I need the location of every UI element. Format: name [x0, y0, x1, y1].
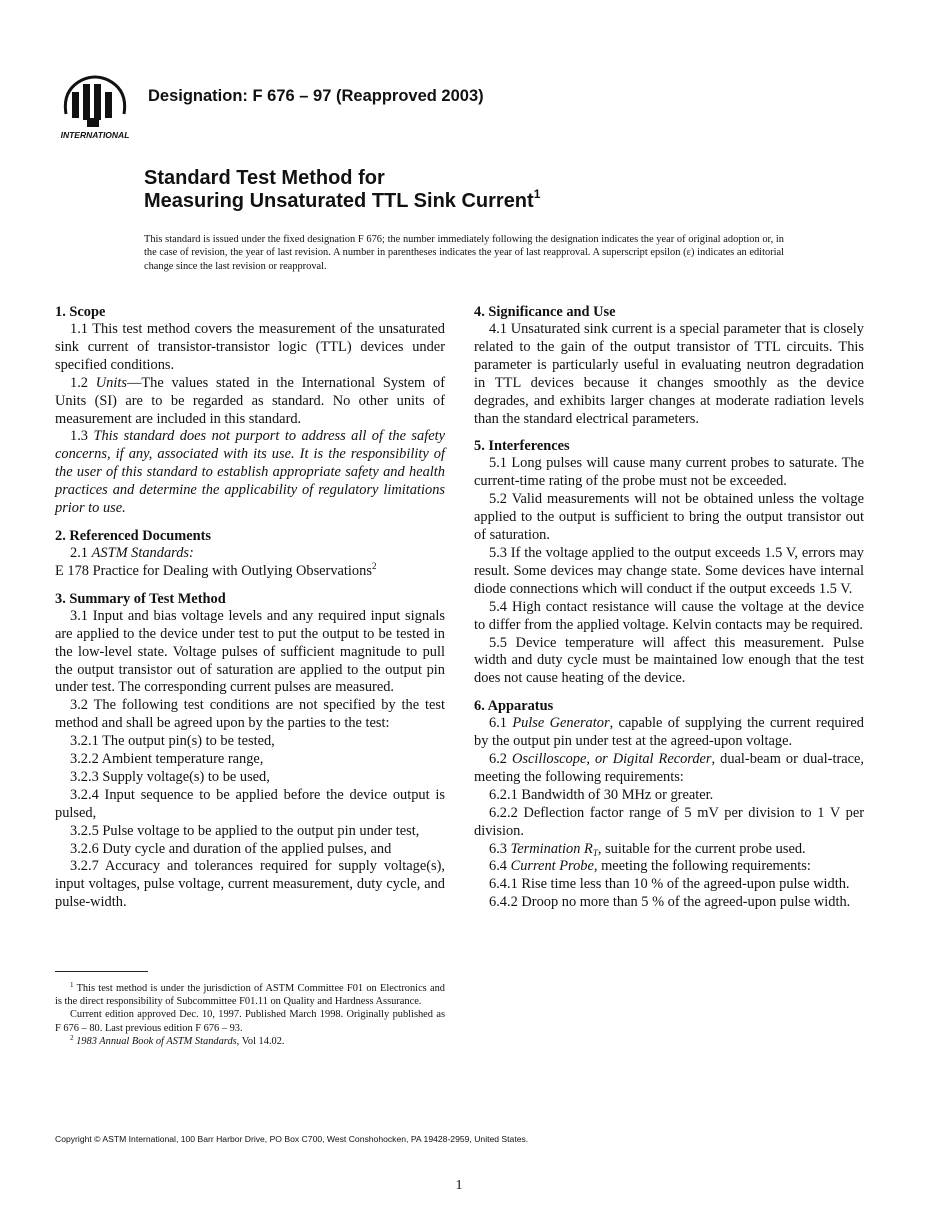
italic-term: Termination R — [510, 840, 593, 857]
section-heading: 6. Apparatus — [474, 698, 554, 715]
paragraph — [55, 428, 445, 518]
paragraph: 5.3 If the voltage applied to the output exceeds 1.5 V, errors may result. Some devices may change state. Some devices have internal diode connections which will conduct if the output exceeds 1.5 V. — [474, 544, 864, 597]
title-line-1: Standard Test Method for — [144, 167, 385, 189]
paragraph: 3.2.4 Input sequence to be applied before the device output is pulsed, — [55, 786, 445, 821]
italic-term: Units — [95, 374, 127, 391]
right-column — [474, 303, 864, 921]
para-number: 2.1 — [70, 544, 92, 561]
paragraph: 3.1 Input and bias voltage levels and any required input signals are applied to the device under test to put the output to be tested in the low-level state. Voltage pulses of sufficient magnitude to pull the output transistor out of saturation are applied to the output pin under test. The corresponding current pulses are measured. — [55, 607, 445, 696]
paragraph: 3.2.5 Pulse voltage to be applied to the output pin under test, — [70, 822, 420, 839]
para-text: , capable of supplying the current required by the output pin under test at the agreed-upon voltage. — [474, 715, 865, 750]
paragraph: 5.1 Long pulses will cause many current probes to saturate. The current-time rating of the probe must not be exceeded. — [474, 455, 864, 490]
paragraph: 3.2.1 The output pin(s) to be tested, — [70, 733, 275, 750]
para-number: 6.3 — [489, 840, 511, 857]
section-referenced-documents — [55, 527, 445, 581]
italic-term: Pulse Generator — [512, 715, 610, 732]
italic-term: Current Probe — [510, 858, 594, 875]
section-apparatus — [474, 697, 864, 912]
paragraph: 6.2.2 Deflection factor range of 5 mV per division to 1 V per division. — [474, 804, 864, 839]
paragraph: 5.2 Valid measurements will not be obtained unless the voltage applied to the output is sufficient to bring the output transistor out of saturation. — [474, 491, 864, 544]
para-number: 1.3 — [70, 428, 94, 445]
section-heading: 1. Scope — [55, 304, 106, 320]
paragraph: 6.4.2 Droop no more than 5 % of the agreed-upon pulse width. — [489, 894, 851, 911]
footnote-text: This test method is under the jurisdiction of ASTM Committee F01 on Electronics and is the direct responsibility of Subcommittee F01.11 on Quality and Hardness Assurance. — [55, 983, 445, 1008]
title-line-2-text: Measuring Unsaturated TTL Sink Current — [144, 190, 534, 212]
italic-term: Oscilloscope, or Digital Recorder — [512, 751, 712, 768]
paragraph: 5.5 Device temperature will affect this measurement. Pulse width and duty cycle must be maintained low enough that the test does not cause heating of the device. — [474, 634, 864, 687]
paragraph: 3.2.3 Supply voltage(s) to be used, — [70, 768, 270, 785]
safety-statement: This standard does not purport to address all of the safety concerns, if any, associated with its use. It is the responsibility of the user of this standard to establish appropriate safety and health practices and determine the applicability of regulatory limitations prior to use. — [55, 428, 445, 517]
section-heading: 2. Referenced Documents — [55, 527, 211, 544]
designation: Designation: F 676 – 97 (Reapproved 2003) — [148, 87, 484, 105]
paragraph — [55, 545, 445, 563]
astm-seal-icon — [54, 72, 136, 144]
section-summary — [55, 590, 445, 912]
footnote — [55, 1035, 445, 1048]
paragraph: 6.4.1 Rise time less than 10 % of the agreed-upon pulse width. — [489, 876, 850, 893]
para-text: —The values stated in the International System of Units (SI) are to be regarded as standard. No other units of measurement are included in this standard. — [55, 374, 445, 427]
para-number: 6.2 — [489, 751, 512, 768]
subscript: T — [592, 847, 598, 858]
astm-logo — [54, 72, 136, 144]
paragraph — [55, 375, 445, 429]
italic-term: ASTM Standards: — [91, 544, 194, 561]
paragraph: 4.1 Unsaturated sink current is a special parameter that is closely related to the gain of the output transistor of TTL circuits. This parameter is particularly useful in evaluating neutron degradation in TTL devices because it changes smoothly as the device degrades, and exhibits larger changes at moderate radiation levels than the standard electrical parameters. — [474, 321, 864, 427]
paragraph: 3.2.6 Duty cycle and duration of the applied pulses, and — [70, 840, 392, 857]
footnote-italic: 1983 Annual Book of ASTM Standards, — [76, 1035, 240, 1047]
paragraph — [474, 715, 864, 751]
footnote-ref: 2 — [371, 560, 377, 571]
footnote-divider — [55, 971, 148, 972]
title-line-2 — [144, 187, 541, 213]
paragraph: 5.4 High contact resistance will cause the voltage at the device to differ from the applied voltage. Kelvin contacts may be required. — [474, 598, 864, 633]
copyright-notice: Copyright © ASTM International, 100 Barr Harbor Drive, PO Box C700, West Conshohocken, PA 19428-2959, United States. — [55, 1134, 529, 1144]
section-heading: 4. Significance and Use — [474, 304, 616, 320]
document-title — [144, 167, 540, 213]
svg-text:INTERNATIONAL: INTERNATIONAL — [60, 130, 130, 140]
paragraph: 3.2.2 Ambient temperature range, — [70, 751, 264, 768]
page-number: 1 — [455, 1178, 463, 1193]
paragraph — [474, 751, 864, 787]
footnote: Current edition approved Dec. 10, 1997. Published March 1998. Originally published as F 676 – 80. Last previous edition F 676 – 93. — [55, 1009, 445, 1034]
section-heading: 3. Summary of Test Method — [55, 590, 226, 607]
para-text: , meeting the following requirements: — [593, 858, 811, 875]
section-interferences — [474, 437, 864, 688]
reference-item — [55, 560, 445, 581]
paragraph — [474, 858, 864, 876]
section-heading: 5. Interferences — [474, 438, 570, 455]
footnote-number: 1 — [70, 981, 74, 989]
section-scope — [55, 303, 445, 518]
footnote — [55, 982, 445, 1008]
standard-notice: This standard is issued under the fixed designation F 676; the number immediately following the designation indicates the year of original adoption or, in the case of revision, the year of last revision. A number in parentheses indicates the year of last reapproval. A superscript epsilon (ε) indicates an editorial change since the last revision or reapproval. — [144, 234, 784, 272]
left-column — [55, 303, 445, 921]
paragraph: 6.2.1 Bandwidth of 30 MHz or greater. — [489, 786, 714, 803]
paragraph: 1.1 This test method covers the measurement of the unsaturated sink current of transistor-transistor logic (TTL) devices under specified conditions. — [55, 321, 445, 373]
reference-text: E 178 Practice for Dealing with Outlying Observations — [55, 562, 372, 579]
footnotes — [55, 982, 445, 1048]
para-number: 6.1 — [489, 715, 513, 732]
para-text: , dual-beam or dual-trace, meeting the following requirements: — [474, 751, 865, 785]
paragraph: 3.2.7 Accuracy and tolerances required for supply voltage(s), input voltages, pulse voltage, current measurement, duty cycle, and pulse-width. — [55, 858, 445, 911]
footnote-text: Vol 14.02. — [239, 1035, 285, 1047]
para-number: 1.2 — [70, 374, 96, 391]
paragraph — [474, 841, 864, 859]
section-significance — [474, 303, 864, 428]
para-text: , suitable for the current probe used. — [597, 840, 806, 857]
paragraph: 3.2 The following test conditions are not specified by the test method and shall be agreed upon by the parties to the test: — [55, 697, 445, 732]
footnote-number: 2 — [70, 1033, 74, 1042]
para-number: 6.4 — [489, 858, 511, 875]
title-footnote-ref: 1 — [533, 187, 541, 201]
